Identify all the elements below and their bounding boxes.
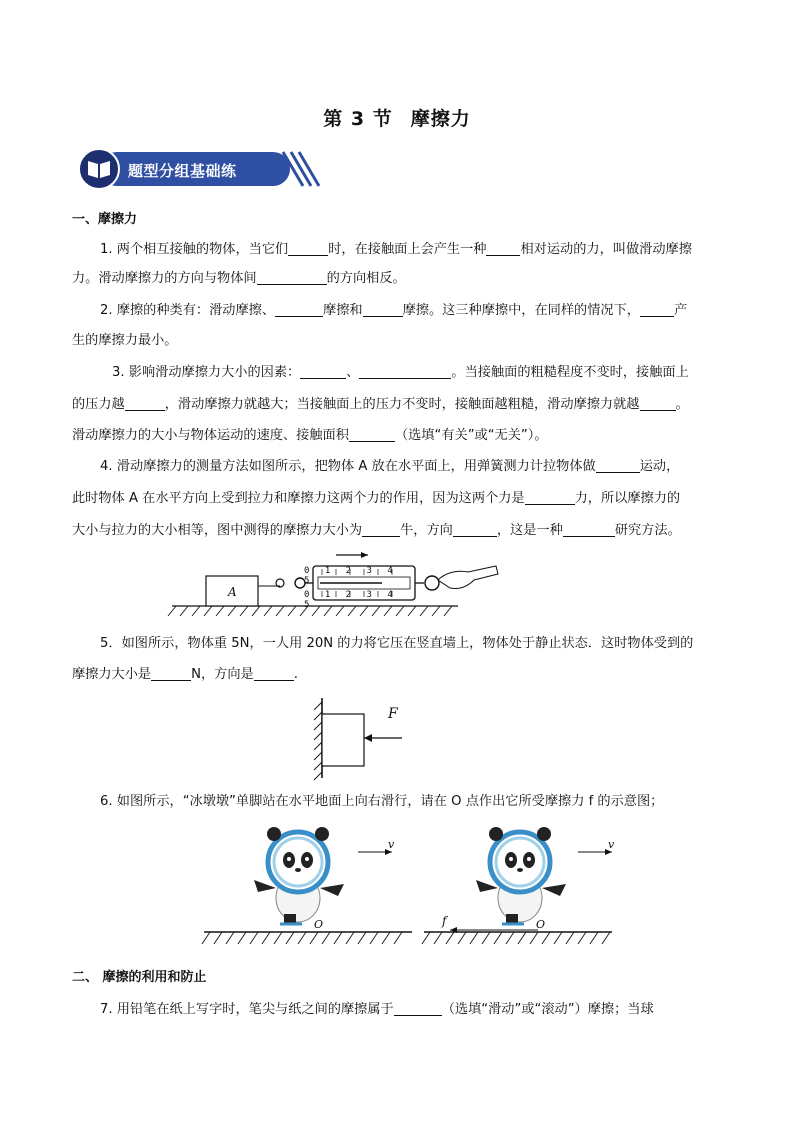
answer-blank[interactable] (486, 241, 520, 256)
answer-blank[interactable] (359, 364, 451, 379)
banner-label: 题型分组基础练 (128, 162, 237, 180)
hand-icon (438, 566, 498, 589)
pull-ring (425, 576, 439, 590)
scale-top-numbers: 0 1 2 3 4 5 (304, 566, 398, 586)
point-o-label-right: O (536, 918, 546, 931)
answer-blank[interactable] (640, 396, 676, 411)
question-4-line-3: 大小与拉力的大小相等，图中测得的摩擦力大小为 牛，方向 ，这是一种 研究方法。 (72, 523, 681, 538)
section-heading-friction: 一、摩擦力 (72, 212, 138, 227)
question-2-line-2: 生的摩擦力最小。 (72, 333, 178, 348)
figure-spring-scale (168, 550, 508, 622)
answer-blank[interactable] (300, 364, 346, 379)
answer-blank[interactable] (275, 302, 323, 317)
question-5-line-2: 摩擦力大小是 N，方向是 . (72, 667, 298, 682)
question-1-line-1: 1. 两个相互接触的物体，当它们 时，在接触面上会产生一种 相对运动的力，叫做滑动摩擦 (100, 242, 692, 257)
section-name: 摩擦力 (410, 108, 471, 130)
answer-blank[interactable] (151, 666, 191, 681)
figure-6-right-diagram (420, 840, 660, 960)
section-number: 第 3 节 (323, 108, 393, 130)
scale-bottom-numbers: 0 1 2 3 4 5 (304, 590, 398, 610)
velocity-label-left: v (388, 838, 395, 851)
answer-blank[interactable] (288, 241, 328, 256)
answer-blank[interactable] (563, 522, 615, 537)
answer-blank[interactable] (257, 270, 327, 285)
friction-label: f (442, 914, 447, 928)
question-2-line-1: 2. 摩擦的种类有：滑动摩擦、 摩擦和 摩擦。这三种摩擦中，在同样的情况下， 产 (100, 303, 688, 318)
question-7-line-1: 7. 用铅笔在纸上写字时，笔尖与纸之间的摩擦属于 （选填“滑动”或“滚动”）摩擦；当球 (100, 1002, 654, 1017)
block-a-label: A (228, 585, 237, 599)
figure-6-left-diagram (200, 840, 440, 960)
answer-blank[interactable] (125, 396, 165, 411)
answer-blank[interactable] (640, 302, 674, 317)
answer-blank[interactable] (254, 666, 294, 681)
question-3-line-2: 的压力越 ，滑动摩擦力就越大；当接触面上的压力不变时，接触面越粗糙，滑动摩擦力就越 。 (72, 397, 689, 412)
answer-blank[interactable] (363, 302, 403, 317)
question-6-line-1: 6. 如图所示，“冰墩墩”单脚站在水平地面上向右滑行，请在 O 点作出它所受摩擦力 f 的示意图； (100, 794, 664, 809)
answer-blank[interactable] (596, 458, 640, 473)
velocity-label-right: v (608, 838, 615, 851)
question-3-line-3: 滑动摩擦力的大小与物体运动的速度、接触面积 （选填“有关”或“无关”）。 (72, 428, 548, 443)
answer-blank[interactable] (525, 490, 575, 505)
answer-blank[interactable] (362, 522, 400, 537)
figure-wall-block (306, 694, 416, 784)
section-heading-friction-use: 二、 摩擦的利用和防止 (72, 970, 207, 985)
question-4-line-2: 此时物体 A 在水平方向上受到拉力和摩擦力这两个力的作用，因为这两个力是 力，所以摩擦力的 (72, 491, 681, 506)
answer-blank[interactable] (349, 427, 395, 442)
point-o-label-left: O (314, 918, 324, 931)
question-3-line-1: 3. 影响滑动摩擦力大小的因素： 、 。当接触面的粗糙程度不变时，接触面上 (112, 365, 689, 380)
force-label: F (388, 706, 398, 722)
question-1-line-2: 力。滑动摩擦力的方向与物体间 的方向相反。 (72, 271, 406, 286)
block (322, 714, 364, 766)
answer-blank[interactable] (394, 1001, 442, 1016)
page-title (0, 104, 794, 131)
question-4-line-1: 4. 滑动摩擦力的测量方法如图所示，把物体 A 放在水平面上，用弹簧测力计拉物体做 运动， (100, 459, 680, 474)
answer-blank[interactable] (453, 522, 497, 537)
question-5-line-1: 5．如图所示，物体重 5N，一人用 20N 的力将它压在竖直墙上，物体处于静止状态．这时物体受到的 (100, 636, 694, 651)
